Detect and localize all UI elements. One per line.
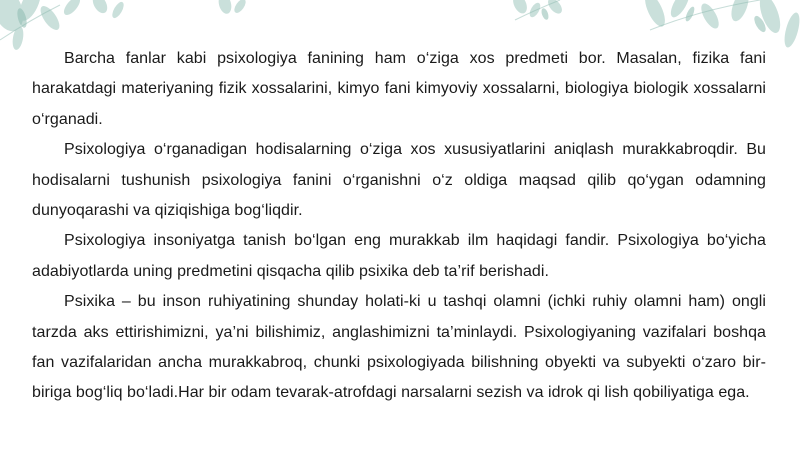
- paragraph: Psixika – bu inson ruhiyatining shunday holati-ki u tashqi olamni (ichki ruhiy olamni ham) ongli tarzda aks ettirishimizni, ya’ni bilishimiz, anglashimizni ta’minlaydi. Psixologiyaning vazifalari boshqa fan vazifalaridan ancha murakkabroq, chunki psixologiyada bilishning obyekti va subyekti o‘zaro bir-biriga bog‘liq bo‘ladi.Har bir odam tevarak-atrofdagi narsalarni sezish va idrok qi lish qobiliyatiga ega.: [32, 293, 766, 402]
- paragraph: Barcha fanlar kabi psixologiya fanining ham o‘ziga xos predmeti bor. Masalan, fizika fani harakatdagi materiyaning fizik xossalarini, kimyo fani kimyoviy xossalarni, biologiya biologik xossalarni o‘rganadi.: [32, 50, 766, 128]
- paragraph: Psixologiya insoniyatga tanish bo‘lgan eng murakkab ilm haqidagi fandir. Psixologiya bo‘yicha adabiyotlarda uning predmetini qisqacha qilib psixika deb ta’rif berishadi.: [32, 232, 766, 280]
- document-body: [32, 44, 766, 409]
- paragraph: Psixologiya o‘rganadigan hodisalarning o‘ziga xos xususiyatlarini aniqlash murakkabroqdir. Bu hodisalarni tushunish psixologiya fanini o‘rganishni o‘z oldiga maqsad qilib qo‘ygan odamning dunyoqarashi va qiziqishiga bog‘liqdir.: [32, 141, 766, 220]
